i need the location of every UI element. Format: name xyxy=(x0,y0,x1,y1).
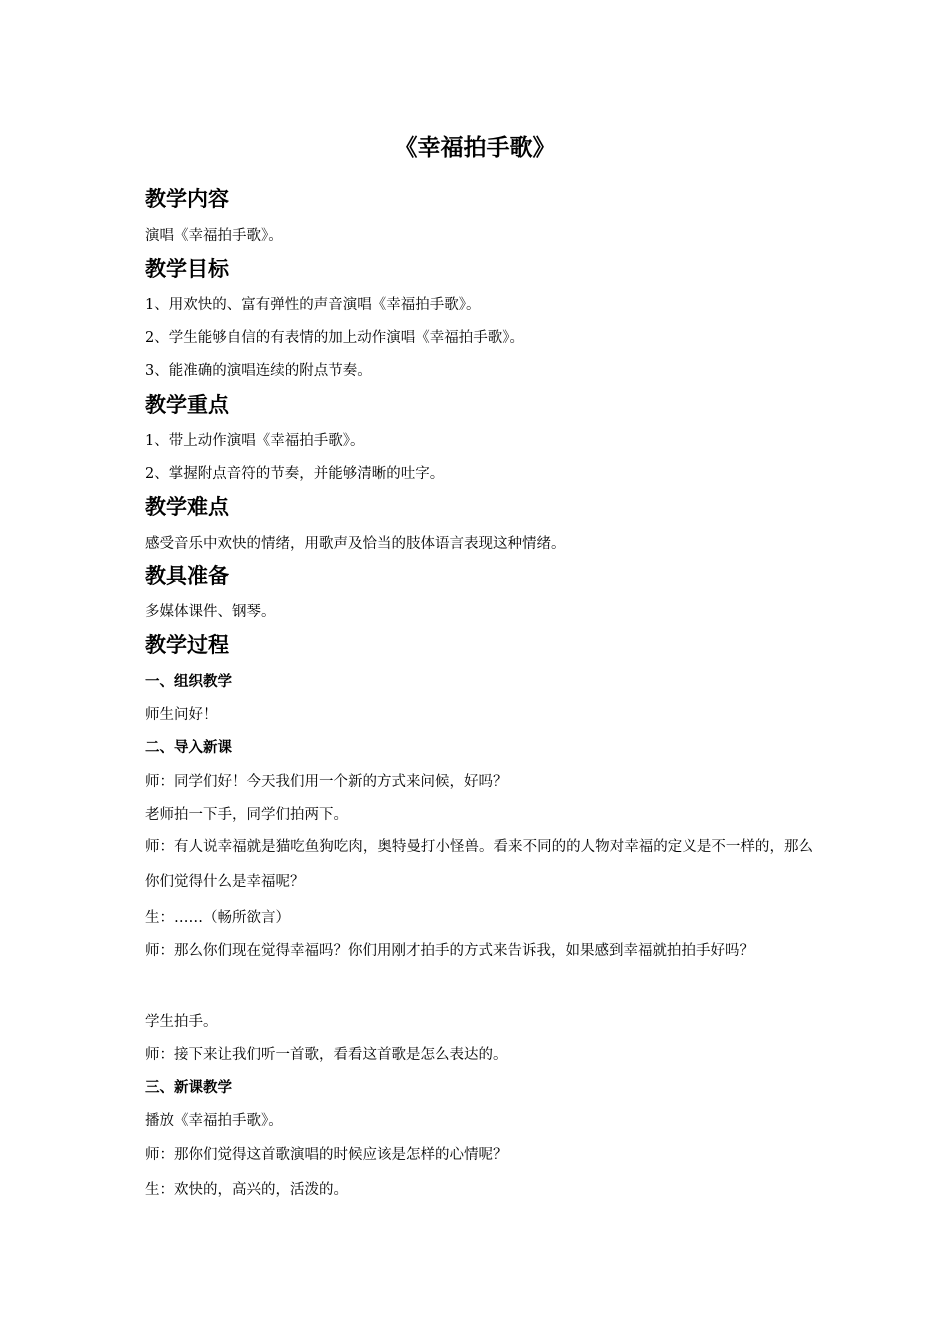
process-line: 播放《幸福拍手歌》。 xyxy=(145,1113,283,1129)
subheading-organize: 一、组织教学 xyxy=(145,674,232,690)
key-point-line-1: 1、带上动作演唱《幸福拍手歌》。 xyxy=(145,433,365,449)
process-paragraph: 师：那么你们现在觉得幸福吗？你们用刚才拍手的方式来告诉我，如果感到幸福就拍拍手好吗？ xyxy=(145,943,754,959)
heading-teaching-goals: 教学目标 xyxy=(145,257,229,281)
process-line: 生：欢快的，高兴的，活泼的。 xyxy=(145,1182,348,1198)
subheading-introduction: 二、导入新课 xyxy=(145,740,232,756)
key-point-line-2: 2、掌握附点音符的节奏，并能够清晰的吐字。 xyxy=(145,466,445,482)
process-line: 师：那你们觉得这首歌演唱的时候应该是怎样的心情呢？ xyxy=(145,1147,508,1163)
process-line: 师生问好！ xyxy=(145,707,218,723)
document-title: 《幸福拍手歌》 xyxy=(394,135,556,161)
heading-teaching-content: 教学内容 xyxy=(145,187,229,211)
materials-line-1: 多媒体课件、钢琴。 xyxy=(145,604,276,620)
goal-line-2: 2、学生能够自信的有表情的加上动作演唱《幸福拍手歌》。 xyxy=(145,330,524,346)
content-line-1: 演唱《幸福拍手歌》。 xyxy=(145,228,283,244)
process-line: 师：同学们好！今天我们用一个新的方式来问候，好吗？ xyxy=(145,774,508,790)
subheading-new-lesson: 三、新课教学 xyxy=(145,1080,232,1096)
goal-line-1: 1、用欢快的、富有弹性的声音演唱《幸福拍手歌》。 xyxy=(145,297,481,313)
heading-teaching-process: 教学过程 xyxy=(145,633,229,657)
process-paragraph: 师：有人说幸福就是猫吃鱼狗吃肉，奥特曼打小怪兽。看来不同的的人物对幸福的定义是不一样的，那么你们觉得什么是幸福呢？ xyxy=(145,839,813,890)
heading-key-points: 教学重点 xyxy=(145,393,229,417)
process-line: 学生拍手。 xyxy=(145,1014,218,1030)
difficulty-line-1: 感受音乐中欢快的情绪，用歌声及恰当的肢体语言表现这种情绪。 xyxy=(145,536,566,552)
process-line: 生：……（畅所欲言） xyxy=(145,910,290,926)
heading-difficulties: 教学难点 xyxy=(145,495,229,519)
goal-line-3: 3、能准确的演唱连续的附点节奏。 xyxy=(145,363,372,379)
heading-materials: 教具准备 xyxy=(145,564,229,588)
process-line: 老师拍一下手，同学们拍两下。 xyxy=(145,807,348,823)
process-line: 师：接下来让我们听一首歌，看看这首歌是怎么表达的。 xyxy=(145,1047,508,1063)
